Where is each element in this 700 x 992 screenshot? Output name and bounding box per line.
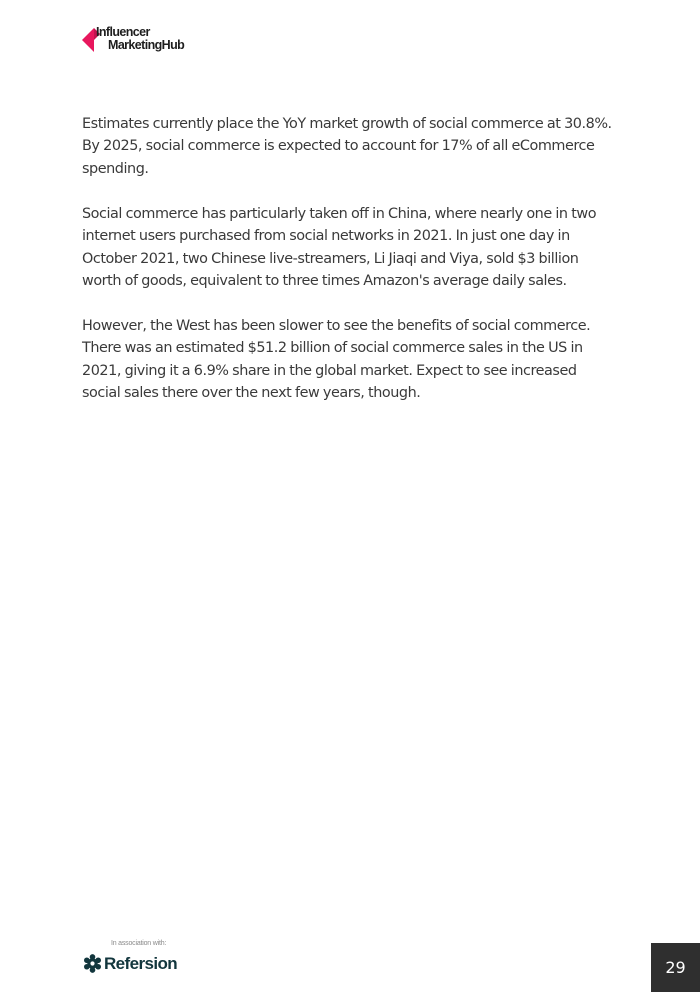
refersion-logo bbox=[82, 952, 192, 976]
paragraph-3: However, the West has been slower to see the benefits of social commerce. There was an estimated $51.2 billion of social commerce sales in the US in 2021, giving it a 6.9% share in the global market. Expect to see increased social sales there over the next few years, though. bbox=[82, 317, 591, 402]
paragraph-2: Social commerce has particularly taken off in China, where nearly one in two internet users purchased from social networks in 2021. In just one day in October 2021, two Chinese live-streamers, Li Jiaqi and Viya, sold $3 billion worth of goods, equivalent to three times Amazon's average daily sales. bbox=[82, 205, 597, 289]
influencer-marketing-hub-logo bbox=[82, 26, 200, 54]
logo-line-1: Influencer bbox=[96, 25, 150, 39]
paragraph-1: Estimates currently place the YoY market growth of social commerce at 30.8%. By 2025, social commerce is expected to account for 17% of all eCommerce spending. bbox=[82, 116, 612, 177]
article-body bbox=[82, 113, 617, 427]
logo-text bbox=[96, 26, 184, 51]
association-label: In association with: bbox=[111, 940, 167, 947]
page-number: 29 bbox=[651, 943, 700, 992]
partner-name: Refersion bbox=[104, 954, 178, 973]
logo-line-2: MarketingHub bbox=[108, 37, 185, 52]
gear-flower-icon bbox=[82, 953, 103, 974]
